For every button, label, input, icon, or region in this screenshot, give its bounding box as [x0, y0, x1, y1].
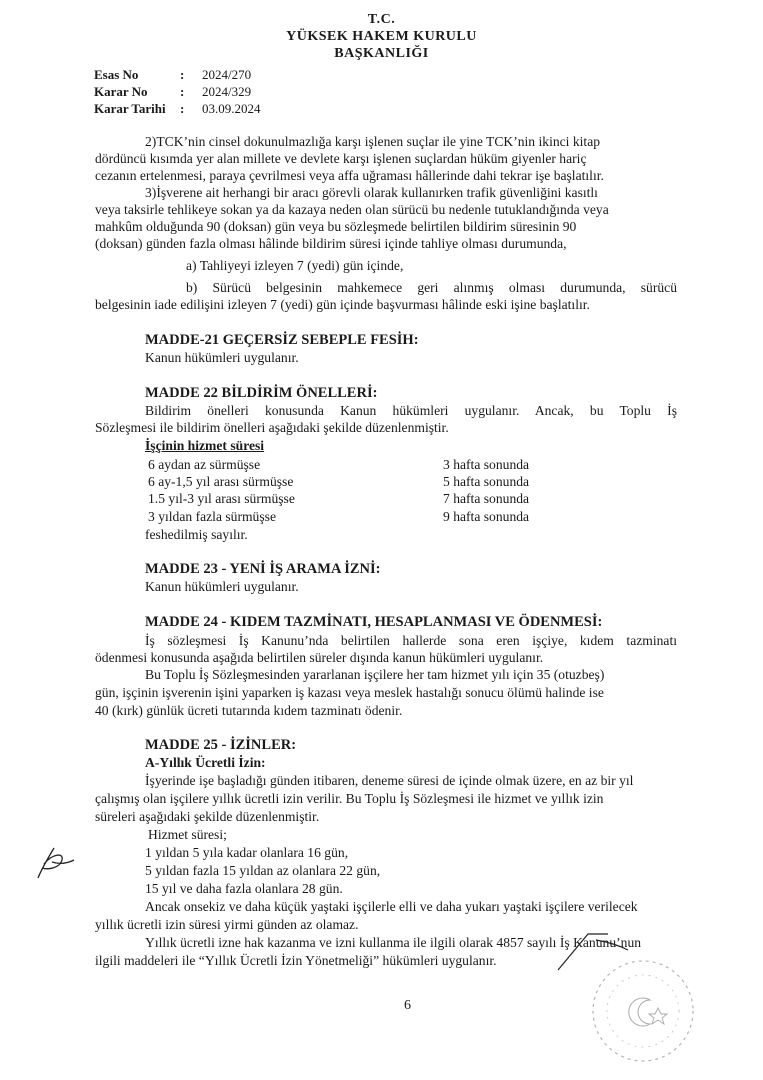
notice-row-2-duration: 6 ay-1,5 yıl arası sürmüşse [148, 474, 294, 489]
m24-para-2-line-1: Bu Toplu İş Sözleşmesinden yararlanan işçilere her tam hizmet yılı için 35 (otuzbeş) [145, 667, 605, 682]
decision-meta [94, 66, 261, 117]
notice-row-4-duration: 3 yıldan fazla sürmüşse [148, 509, 276, 524]
meta-row-date: Karar Tarihi : 03.09.2024 [94, 101, 261, 116]
leave-item-2: 5 yıldan fazla 15 yıldan az olanlara 22 gün, [145, 863, 381, 878]
meta-row-esas: Esas No : 2024/270 [94, 67, 252, 82]
notice-row-1-period: 3 hafta sonunda [443, 457, 530, 472]
item-b-line-1: b) Sürücü belgesinin mahkemece geri alınmış olması durumunda, sürücü [186, 280, 677, 295]
m22-para-line-2: Sözleşmesi ile bildirim önelleri aşağıdaki şekilde düzenlenmiştir. [95, 420, 449, 435]
m24-para-2-line-3: 40 (kırk) günlük ücreti tutarında kıdem tazminatı ödenir. [95, 703, 403, 718]
page-number: 6 [404, 998, 411, 1013]
header-institution: YÜKSEK HAKEM KURULU [286, 29, 477, 44]
para-3-line-2: veya taksirle tehlikeye sokan ya da kazaya neden olan sürücü bu nedenle tutuklandığında veya [95, 202, 609, 217]
item-a: a) Tahliyeyi izleyen 7 (yedi) gün içinde, [186, 258, 404, 273]
m21-title: MADDE-21 GEÇERSİZ SEBEPLE FESİH: [145, 332, 419, 348]
para-3-line-1: 3)İşverene ait herhangi bir aracı görevli olarak kullanırken trafik güvenliğini kasıtlı [145, 185, 598, 200]
para-3-line-3: mahkûm olduğunda 90 (doksan) gün veya bu sözleşmede belirtilen bildirim süresinin 90 [95, 219, 577, 234]
m22-title: MADDE 22 BİLDİRİM ÖNELLERİ: [145, 385, 378, 401]
m25-para-3-line-2: ilgili maddeleri ile “Yıllık Ücretli İzin Yönetmeliği” hükümleri uygulanır. [95, 953, 497, 968]
m24-para-1-line-1: İş sözleşmesi İş Kanunu’nda belirtilen hallerde sona eren işçiye, kıdem tazminatı [145, 633, 677, 648]
notice-row-3-duration: 1.5 yıl-3 yıl arası sürmüşse [148, 491, 295, 506]
m25-title: MADDE 25 - İZİNLER: [145, 737, 297, 753]
m22-para-line-1: Bildirim önelleri konusunda Kanun hükümleri uygulanır. Ancak, bu Toplu İş [145, 403, 677, 418]
m23-title: MADDE 23 - YENİ İŞ ARAMA İZNİ: [145, 561, 381, 577]
header-tc: T.C. [367, 12, 396, 27]
service-label: Hizmet süresi; [148, 827, 227, 842]
notice-row-1-duration: 6 aydan az sürmüşse [148, 457, 261, 472]
m21-text: Kanun hükümleri uygulanır. [145, 350, 299, 365]
notice-row-3-period: 7 hafta sonunda [443, 491, 530, 506]
m25-para-2-line-1: Ancak onsekiz ve daha küçük yaştaki işçilerle elli ve daha yukarı yaştaki işçilere verilecek [145, 899, 638, 914]
leave-item-3: 15 yıl ve daha fazla olanlara 28 gün. [145, 881, 343, 896]
item-b-line-2: belgesinin iade edilişini izleyen 7 (yedi) gün içinde başvurması hâlinde eski işine başlatılır. [95, 297, 590, 312]
para-2-line-3: cezanın ertelenmesi, paraya çevrilmesi veya affa uğraması hâllerinde dahi tekrar işe başlatılır. [95, 168, 604, 183]
notice-table-header: İşçinin hizmet süresi [145, 438, 265, 453]
m25-para-1-line-2: çalışmış olan işçilere yıllık ücretli izin verilir. Bu Toplu İş Sözleşmesi ile hizmet ve yıllık izin [95, 791, 604, 806]
meta-row-karar: Karar No : 2024/329 [94, 84, 252, 99]
official-seal [588, 956, 698, 1066]
m25-para-3-line-1: Yıllık ücretli izne hak kazanma ve izni kullanma ile ilgili olarak 4857 sayılı İş Kanunu’nun [145, 935, 642, 950]
m25-para-1-line-1: İşyerinde işe başladığı günden itibaren, deneme süresi de içinde olmak üzere, en az bir yıl [145, 773, 634, 788]
para-2-line-2: dördüncü kısımda yer alan millete ve devlete karşı işlenen suçlardan hüküm giyenler hariç [95, 151, 587, 166]
para-3-line-4: (doksan) günden fazla olması hâlinde bildirim süresi içinde tahliye olması durumunda, [95, 236, 567, 251]
leave-item-1: 1 yıldan 5 yıla kadar olanlara 16 gün, [145, 845, 349, 860]
m24-para-1-line-2: ödenmesi konusunda aşağıda belirtilen süreler dışında kanun hükümleri uygulanır. [95, 650, 544, 665]
m23-text: Kanun hükümleri uygulanır. [145, 579, 299, 594]
header-department: BAŞKANLIĞI [334, 46, 429, 61]
m25-subtitle: A-Yıllık Ücretli İzin: [145, 755, 266, 770]
notice-row-4-period: 9 hafta sonunda [443, 509, 530, 524]
m22-closing: feshedilmiş sayılır. [145, 527, 248, 542]
m24-para-2-line-2: gün, işçinin işverenin işini yaparken iş kazası veya meslek hastalığı sonucu ölümü halinde ise [95, 685, 604, 700]
initials-signature [30, 838, 80, 888]
para-2-line-1: 2)TCK’nin cinsel dokunulmazlığa karşı işlenen suçlar ile yine TCK’nin ikinci kitap [145, 134, 601, 149]
m24-title: MADDE 24 - KIDEM TAZMİNATI, HESAPLANMASI VE ÖDENMESİ: [145, 614, 603, 630]
m25-para-1-line-3: süreleri aşağıdaki şekilde düzenlenmiştir. [95, 809, 320, 824]
m25-para-2-line-2: yıllık ücretli izin süresi yirmi günden az olamaz. [95, 917, 359, 932]
notice-row-2-period: 5 hafta sonunda [443, 474, 530, 489]
